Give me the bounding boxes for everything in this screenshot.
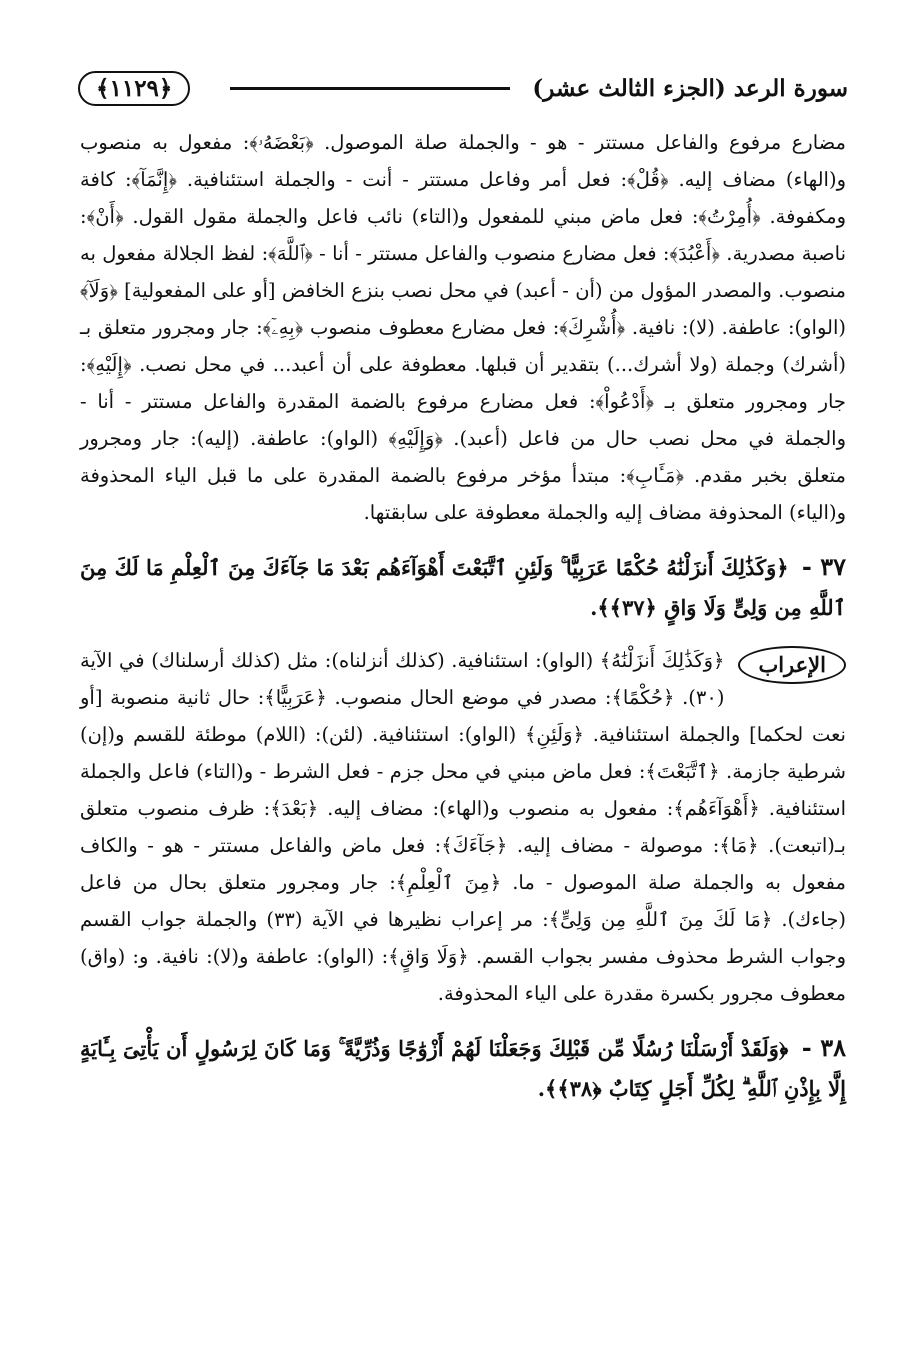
chapter-title: سورة الرعد (الجزء الثالث عشر) (532, 74, 848, 102)
verse-38-text: ﴿وَلَقَدْ أَرْسَلْنَا رُسُلًا مِّن قَبْلِكَ وَجَعَلْنَا لَهُمْ أَزْوَٰجًا وَذُرِّيَّةً ۚ وَمَا كَانَ لِرَسُولٍ أَن يَأْتِىَ بِـَٔايَةٍ إِلَّا بِإِذْنِ ٱللَّهِ ۗ لِكُلِّ أَجَلٍ كِتَابٌ ﴿٣٨﴾﴾. (80, 1036, 846, 1101)
paragraph-1: مضارع مرفوع والفاعل مستتر - هو - والجملة صلة الموصول. ﴿بَعْضَهُۥ﴾: مفعول به منصوب و(الهاء) مضاف إليه. ﴿قُلْ﴾: فعل أمر وفاعل مستتر - أنت - والجملة استئنافية. ﴿إِنَّمَآ﴾: كافة ومكفوفة. ﴿أُمِرْتُ﴾: فعل ماض مبني للمفعول و(التاء) نائب فاعل والجملة مقول القول. ﴿أَنْ﴾: ناصبة مصدرية. ﴿أَعْبُدَ﴾: فعل مضارع منصوب والفاعل مستتر - أنا - ﴿ٱللَّهَ﴾: لفظ الجلالة مفعول به منصوب. والمصدر المؤول من (أن - أعبد) في محل نصب بنزع الخافض [أو على المفعولية] ﴿وَلَآ﴾ (الواو): عاطفة. (لا): نافية. ﴿أُشْرِكَ﴾: فعل مضارع معطوف منصوب ﴿بِهِۦٓ﴾: جار ومجرور متعلق بـ (أشرك) وجملة (ولا أشرك...) بتقدير أن قبلها. معطوفة على أن أعبد... في محل نصب. ﴿إِلَيْهِ﴾: جار ومجرور متعلق بـ ﴿أَدْعُواْ﴾: فعل مضارع مرفوع بالضمة المقدرة والفاعل مستتر - أنا - والجملة في محل نصب حال من فاعل (أعبد). ﴿وَإِلَيْهِ﴾ (الواو): عاطفة. (إليه): جار ومجرور متعلق بخبر مقدم. ﴿مَـَٔابِ﴾: مبتدأ مؤخر مرفوع بالضمة المقدرة على ما قبل الياء المحذوفة و(الياء) المحذوفة مضاف إليه والجملة معطوفة على سابقتها. (80, 131, 846, 524)
verse-37-text: ﴿وَكَذَٰلِكَ أَنزَلْنَٰهُ حُكْمًا عَرَبِيًّا ۚ وَلَئِنِ ٱتَّبَعْتَ أَهْوَآءَهُم بَعْدَ مَا جَآءَكَ مِنَ ٱلْعِلْمِ مَا لَكَ مِنَ ٱللَّهِ مِن وَلِىٍّ وَلَا وَاقٍ ﴿٣٧﴾﴾. (80, 555, 846, 620)
verse-37-number: ٣٧ - (801, 552, 846, 581)
verse-38-number: ٣٨ - (801, 1033, 846, 1062)
page-header (78, 62, 848, 114)
page-body (80, 124, 846, 1123)
irab-label: الإعراب (738, 646, 846, 684)
verse-38 (80, 1028, 846, 1109)
page-number: ﴿١١٢٩﴾ (78, 71, 190, 106)
paragraph-2: ﴿وَكَذَٰلِكَ أَنزَلْنَٰهُ﴾ (الواو): استئنافية. (كذلك أنزلناه): مثل (كذلك أرسلناك) في الآية (٣٠). ﴿حُكْمًا﴾: مصدر في موضع الحال منصوب. ﴿عَرَبِيًّا﴾: حال ثانية منصوبة [أو نعت لحكما] والجملة استئنافية. ﴿وَلَئِنِ﴾ (الواو): استئنافية. (لئن): (اللام) موطئة للقسم و(إن) شرطية جازمة. ﴿ٱتَّبَعْتَ﴾: فعل ماض مبني في محل جزم - فعل الشرط - و(التاء) فاعل والجملة استئنافية. ﴿أَهْوَآءَهُم﴾: مفعول به منصوب و(الهاء): مضاف إليه. ﴿بَعْدَ﴾: ظرف منصوب متعلق بـ(اتبعت). ﴿مَا﴾: موصولة - مضاف إليه. ﴿جَآءَكَ﴾: فعل ماض والفاعل مستتر - هو - والكاف مفعول به والجملة صلة الموصول - ما. ﴿مِنَ ٱلْعِلْمِ﴾: جار ومجرور متعلق بحال من فاعل (جاءك). ﴿مَا لَكَ مِنَ ٱللَّهِ مِن وَلِىٍّ﴾: مر إعراب نظيرها في الآية (٣٣) والجملة جواب القسم وجواب الشرط محذوف مفسر بجواب القسم. ﴿وَلَا وَاقٍ﴾: (الواو): عاطفة و(لا): نافية. و: (واق) معطوف مجرور بكسرة مقدرة على الياء المحذوفة. (80, 649, 847, 1005)
header-rule (230, 87, 510, 90)
irab-section (80, 642, 846, 1012)
verse-37 (80, 547, 846, 628)
